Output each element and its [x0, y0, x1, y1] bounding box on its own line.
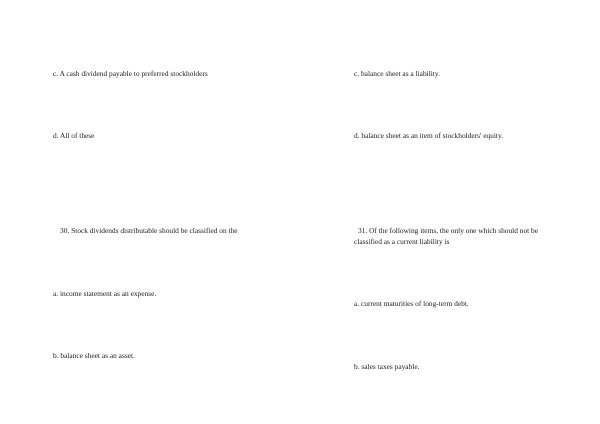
- question-31-option-b: b. sales taxes payable.: [354, 362, 420, 371]
- left-option-d: d. All of these: [53, 131, 95, 140]
- question-31-line-2: classified as a current liability is: [354, 237, 450, 246]
- question-30-option-b: b. balance sheet as an asset.: [53, 351, 135, 360]
- question-31-line-1: 31. Of the following items, the only one which should not be: [358, 226, 539, 235]
- question-30: 30. Stock dividends distributable should be classified on the: [60, 226, 238, 235]
- question-30-option-a: a. income statement as an expense.: [53, 289, 157, 298]
- right-option-d: d. balance sheet as an item of stockholders' equity.: [354, 131, 504, 140]
- right-option-c: c. balance sheet as a liability.: [354, 69, 440, 78]
- question-31-option-a: a. current maturities of long-term debt.: [354, 299, 469, 308]
- left-option-c: c. A cash dividend payable to preferred stockholders: [53, 69, 208, 78]
